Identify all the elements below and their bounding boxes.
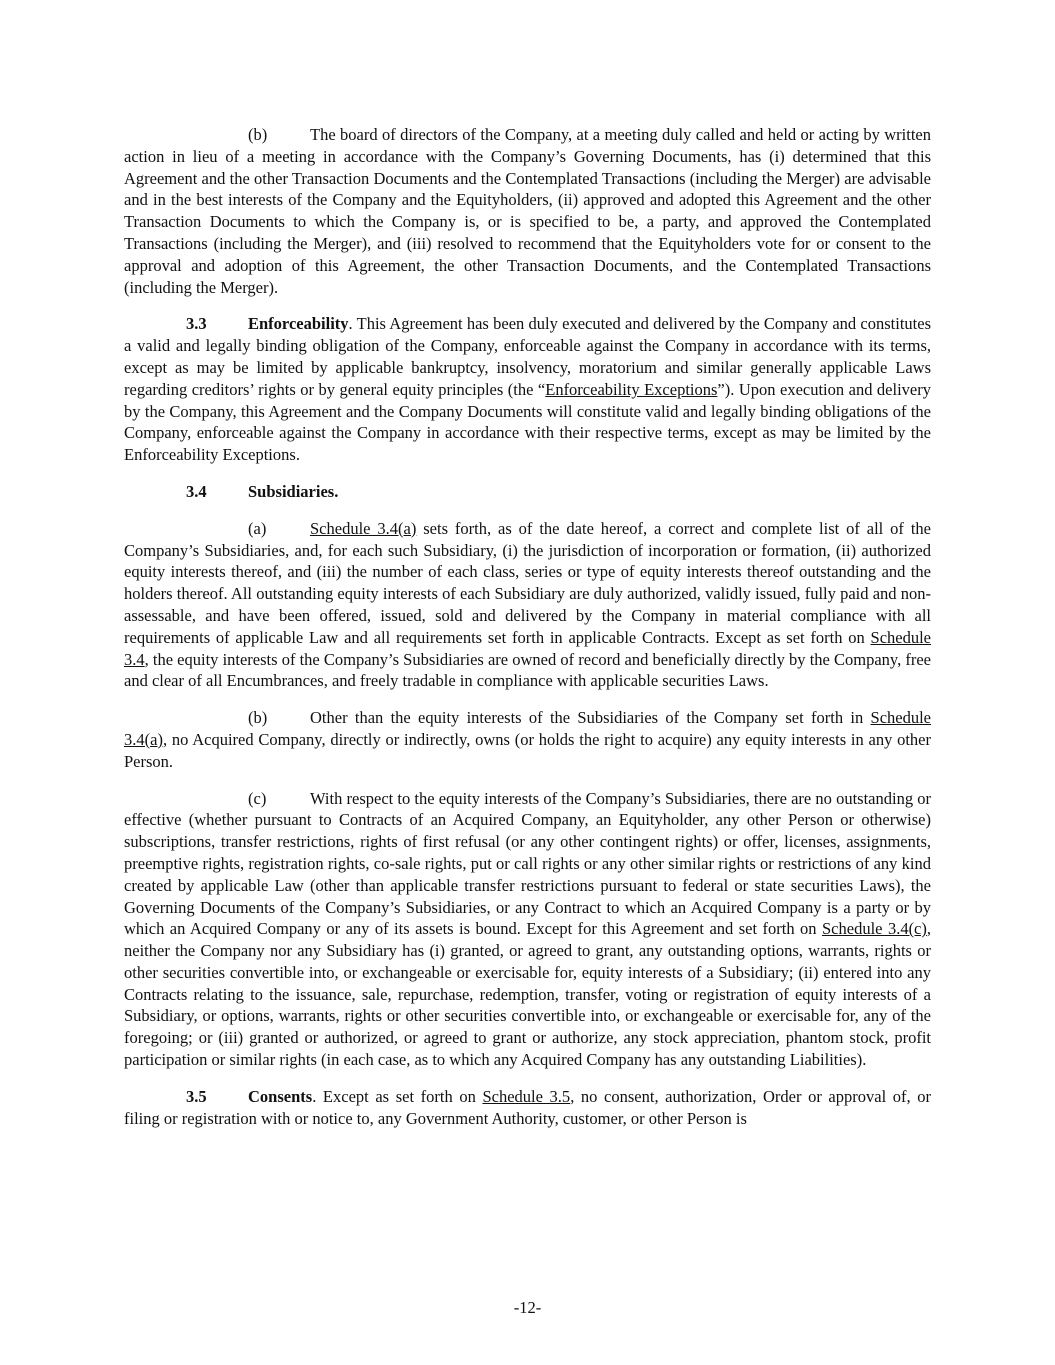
section-number: 3.5 [186, 1086, 207, 1106]
section-text: ”). Upon execution and delivery by the Company, this Agreement and the Company Documents will constitute valid and legally binding obligations of the Company, enforceable against the Company in accordance with their respective terms, except as may be limited by the Enforceability Exceptions. [124, 379, 931, 465]
section-heading: Subsidiaries [248, 481, 335, 501]
section-3-5-consents [124, 1086, 931, 1130]
paragraph-3-4-a [124, 518, 931, 692]
paragraph-3-2-b [124, 124, 931, 298]
defined-term: Enforceability Exceptions [545, 379, 718, 399]
section-text: , no consent, authorization, Order or approval of, or filing or registration with or notice to, any Government Authority, customer, or other Person is [124, 1086, 931, 1128]
section-text: . This Agreement has been duly executed and delivered by the Company and constitutes a valid and legally binding obligation of the Company, enforceable against the Company in accordance with its terms, except as may be limited by applicable bankruptcy, insolvency, moratorium and similar generally applicable Laws regarding creditors’ rights or by general equity principles (the “ [124, 314, 931, 399]
section-text: . Except as set forth on [312, 1086, 483, 1106]
clause-text: With respect to the equity interests of the Company’s Subsidiaries, there are no outstanding or effective (whether pursuant to Contracts of an Acquired Company, an Equityholder, any other Person or otherwise) subscriptions, transfer restrictions, rights of first refusal (or any other contingent rights) or offer, licenses, assignments, preemptive rights, registration rights, co-sale rights, put or call rights or any other similar rights or restrictions of any kind created by applicable Law (other than applicable transfer restrictions pursuant to federal or state securities Laws), the Governing Documents of the Company’s Subsidiaries, or any Contract to which an Acquired Company is a party or by which an Acquired Company or any of its assets is bound. Except for this Agreement and set forth on [124, 788, 931, 939]
page-number: -12- [513, 1298, 542, 1317]
section-number: 3.4 [186, 481, 207, 501]
section-heading: Enforceability [248, 314, 349, 334]
paragraph-3-4-c [124, 788, 931, 1071]
clause-text: The board of directors of the Company, at a meeting duly called and held or acting by written action in lieu of a meeting in accordance with the Company’s Governing Documents, has (i) determined that this Agreement and the other Transaction Documents and the Contemplated Transactions (including the Merger) are advisable and in the best interests of the Company and the Equityholders, (ii) approved and adopted this Agreement and the other Transaction Documents to which the Company is, or is specified to be, a party, and approved the Contemplated Transactions (including the Merger), and (iii) resolved to recommend that the Equityholders vote for or consent to the approval and adoption of this Agreement, the other Transaction Documents, and the Contemplated Transactions (including the Merger). [124, 125, 931, 297]
clause-text: Other than the equity interests of the Subsidiaries of the Company set forth in [310, 708, 871, 728]
clause-label: (b) [248, 125, 268, 144]
section-heading: Consents [248, 1086, 313, 1106]
clause-label: (c) [248, 788, 267, 808]
clause-label: (a) [248, 518, 267, 538]
schedule-reference: Schedule 3.4(a) [310, 518, 417, 538]
schedule-reference: Schedule 3.5 [482, 1086, 571, 1106]
section-number: 3.3 [186, 314, 207, 334]
section-3-3-enforceability [124, 313, 931, 466]
paragraph-3-4-b [124, 707, 931, 772]
clause-text: , neither the Company nor any Subsidiary has (i) granted, or agreed to grant, any outstanding options, warrants, rights or other securities convertible into, or exchangeable or exercisable for, equity interests of a Subsidiary; (ii) entered into any Contracts relating to the issuance, sale, repurchase, redemption, transfer, voting or registration of equity interests of a Subsidiary, or options, warrants, rights or other securities convertible into, or exchangeable or exercisable for, any of the foregoing; or (iii) granted or authorized, or agreed to grant or authorize, any stock appreciation, phantom stock, profit participation or similar rights (in each case, as to which any Acquired Company has any outstanding Liabilities). [124, 919, 932, 1070]
clause-label: (b) [248, 708, 268, 728]
schedule-reference: Schedule 3.4(c) [822, 919, 927, 939]
clause-text: , the equity interests of the Company’s Subsidiaries are owned of record and beneficially directly by the Company, free and clear of all Encumbrances, and freely tradable in compliance with applicable securities Laws. [124, 649, 931, 691]
clause-text: , no Acquired Company, directly or indirectly, owns (or holds the right to acquire) any equity interests in any other Person. [124, 729, 931, 771]
schedule-reference: Schedule 3.4(a) [124, 708, 931, 749]
section-heading-period: . [334, 481, 339, 501]
document-page [124, 124, 931, 1144]
section-3-4-subsidiaries [124, 481, 931, 503]
schedule-reference: Schedule 3.4 [124, 627, 931, 669]
clause-text: sets forth, as of the date hereof, a correct and complete list of all of the Company’s Subsidiaries, and, for each such Subsidiary, (i) the jurisdiction of incorporation or formation, (ii) authorized equity interests thereof, and (iii) the number of each class, series or type of equity interests thereof outstanding and the holders thereof. All outstanding equity interests of each Subsidiary are duly authorized, validly issued, fully paid and non-assessable, and have been offered, issued, sold and delivered by the Company in material compliance with all requirements of applicable Law and all requirements set forth in applicable Contracts. Except as set forth on [124, 518, 931, 647]
